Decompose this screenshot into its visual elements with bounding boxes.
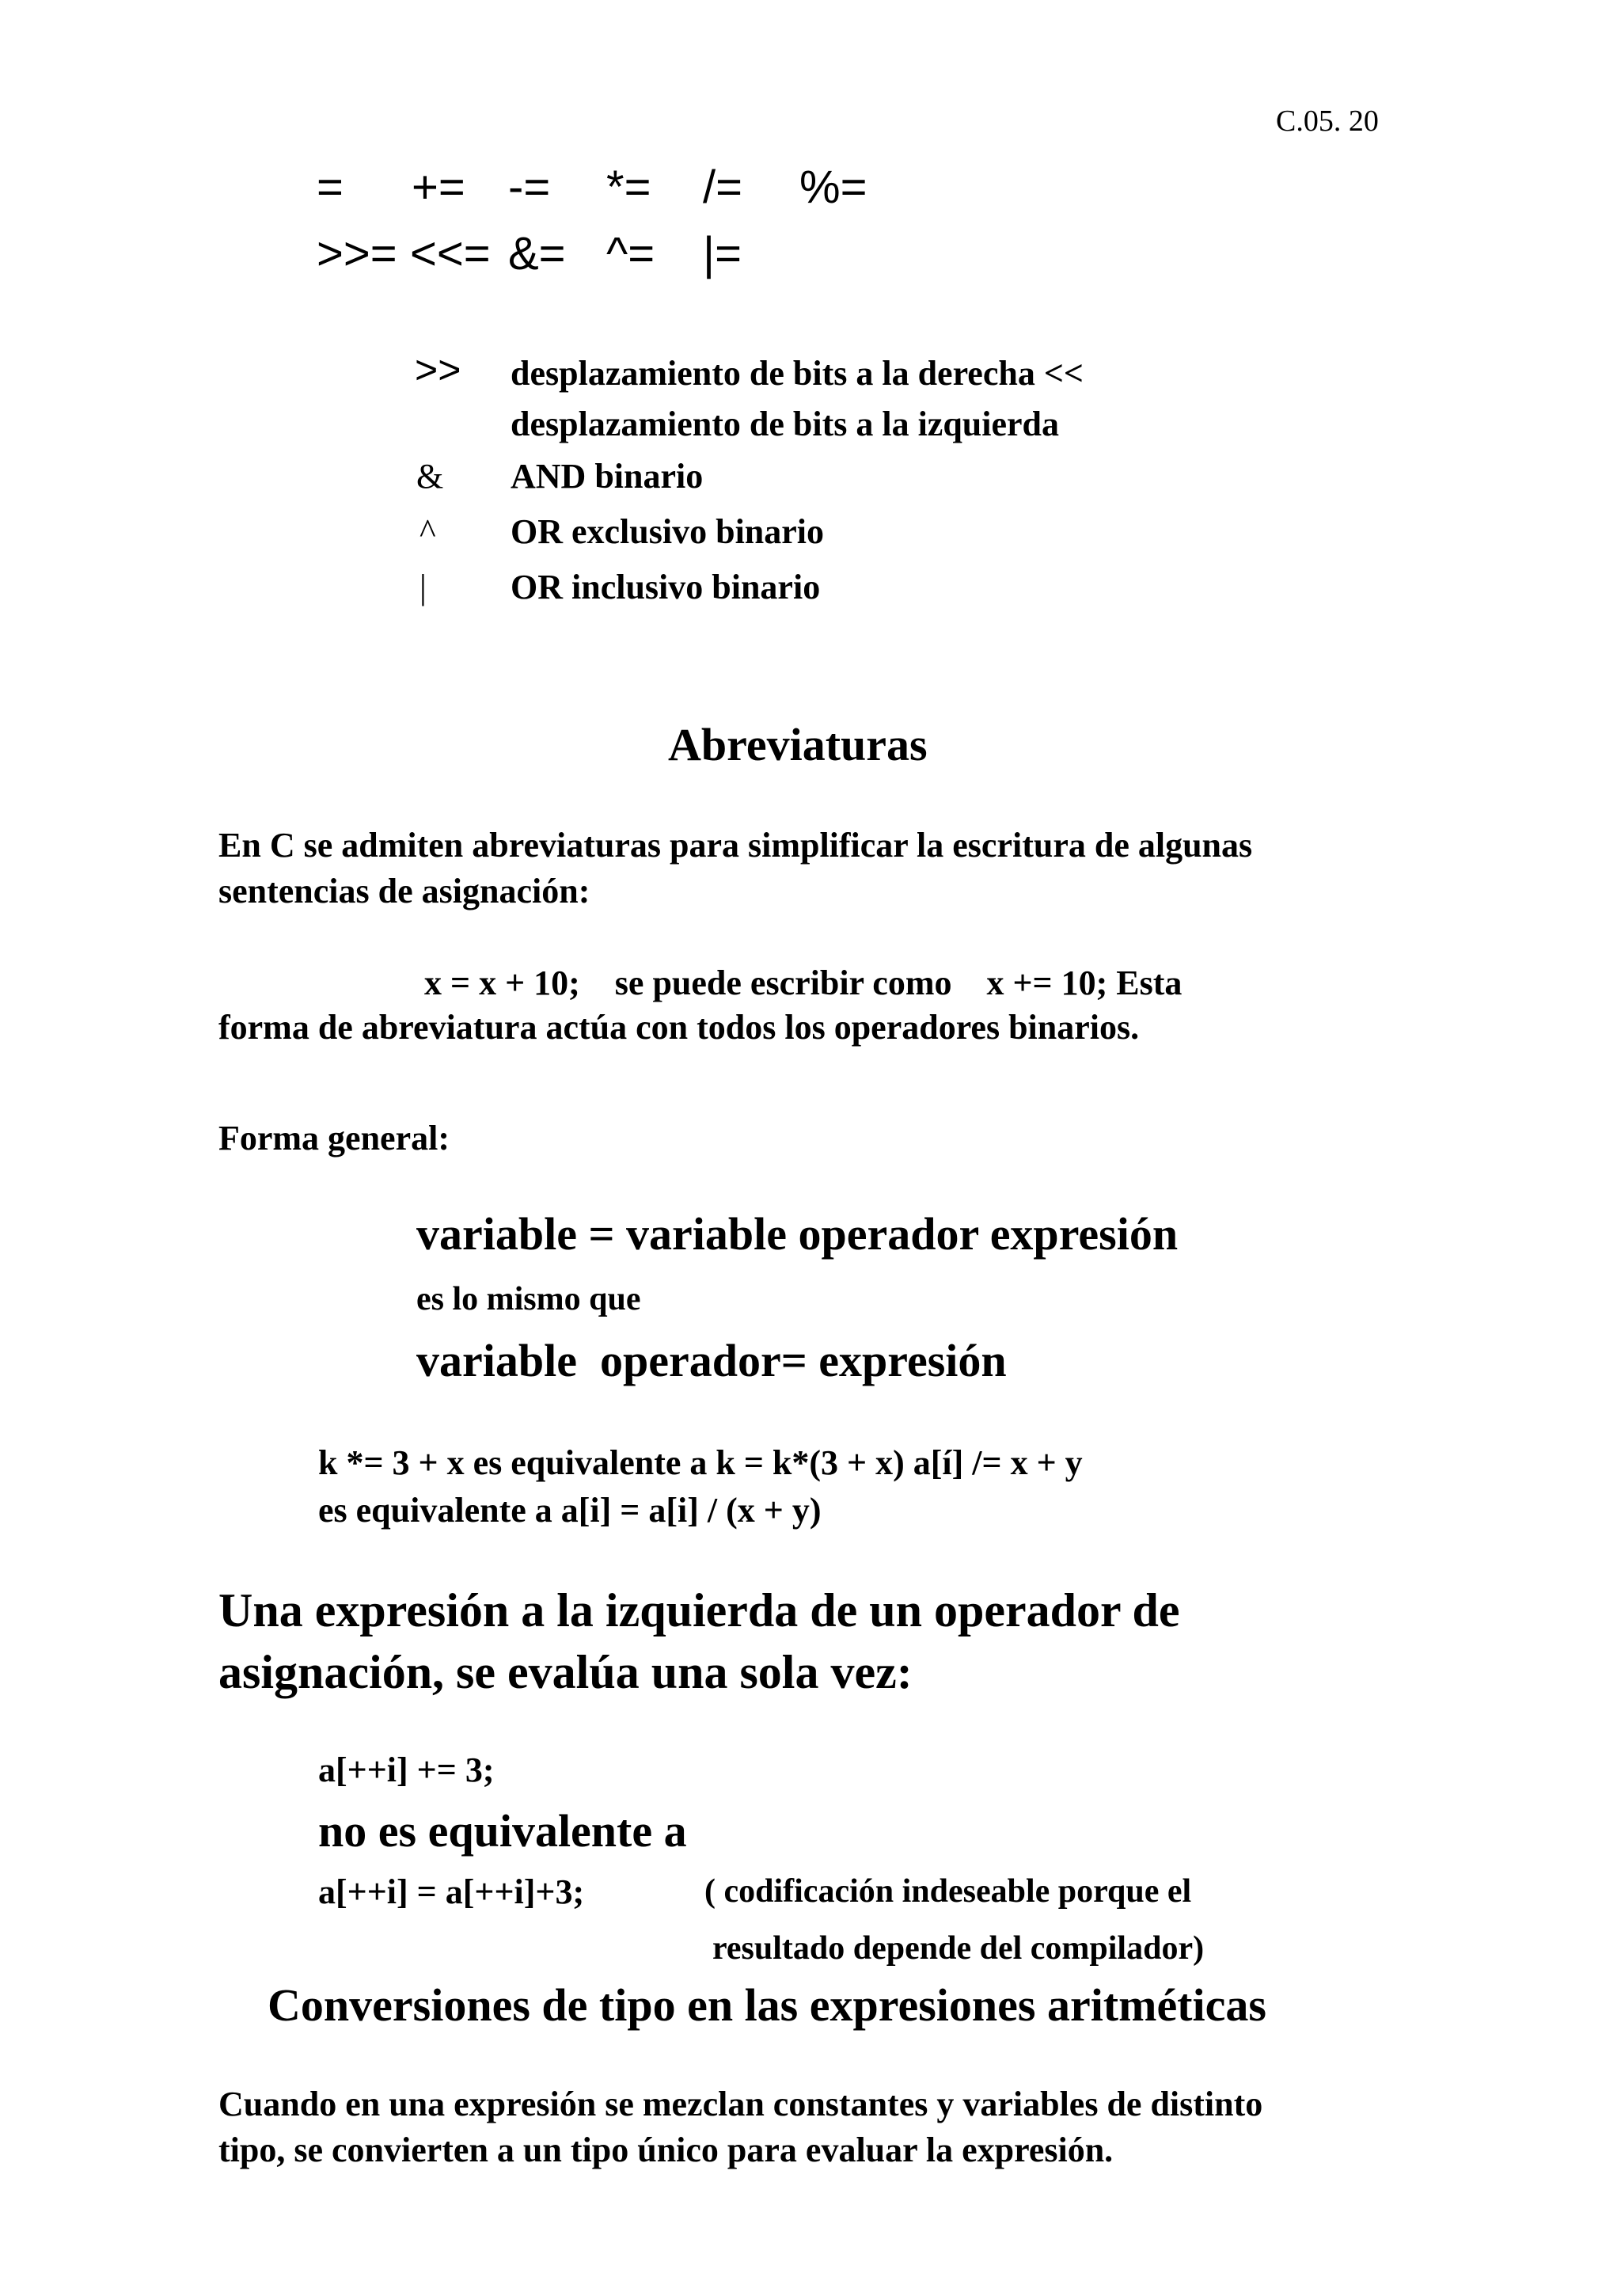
operator-minus-assign: -= (508, 162, 551, 213)
general-form-1: variable = variable operador expresión (416, 1208, 1179, 1260)
shr-symbol: >> (415, 348, 461, 392)
page-number: C.05. 20 (1276, 105, 1379, 138)
intro-line-1: En C se admiten abreviaturas para simplificar la escritura de algunas (218, 826, 1253, 865)
operator-div-assign: /= (703, 162, 742, 213)
general-form-2: variable operador= expresión (416, 1335, 1007, 1386)
example-line-2: forma de abreviatura actúa con todos los operadores binarios. (218, 1008, 1140, 1047)
operator-mod-assign: %= (799, 162, 867, 213)
and-symbol: & (416, 457, 444, 496)
or-symbol: | (419, 568, 427, 606)
and-description: AND binario (511, 457, 704, 496)
operator-shr-assign: >>= (317, 228, 397, 279)
or-description: OR inclusivo binario (511, 568, 821, 606)
operator-or-assign: |= (703, 228, 742, 279)
example-line-1: x = x + 10; se puede escribir como x += 10; Esta (424, 964, 1183, 1002)
intro-line-2: sentencias de asignación: (218, 872, 590, 910)
operator-equals: = (317, 162, 344, 213)
equivalence-line-1: k *= 3 + x es equivalente a k = k*(3 + x) a[í] /= x + y (318, 1443, 1083, 1482)
conversion-line-2: tipo, se convierten a un tipo único para evaluar la expresión. (218, 2131, 1114, 2169)
operator-mul-assign: *= (606, 162, 651, 213)
general-form-label: Forma general: (218, 1119, 450, 1158)
not-equivalent-text: no es equivalente a (318, 1805, 687, 1857)
operator-plus-assign: += (412, 162, 465, 213)
code-example-2: a[++i] = a[++i]+3; (318, 1872, 585, 1911)
operator-xor-assign: ^= (606, 228, 655, 279)
conversion-line-1: Cuando en una expresión se mezclan constantes y variables de distinto (218, 2085, 1263, 2123)
equivalence-line-2: es equivalente a a[i] = a[i] / (x + y) (318, 1491, 822, 1530)
xor-symbol: ^ (419, 512, 436, 551)
code-example-1: a[++i] += 3; (318, 1751, 495, 1789)
same-as-text: es lo mismo que (416, 1281, 641, 1317)
compiler-note-2: resultado depende del compilador) (712, 1930, 1205, 1967)
single-eval-heading-2: asignación, se evalúa una sola vez: (218, 1646, 913, 1698)
single-eval-heading-1: Una expresión a la izquierda de un operador de (218, 1584, 1180, 1636)
section-title-abreviaturas: Abreviaturas (668, 719, 928, 770)
shr-description: desplazamiento de bits a la derecha << (511, 354, 1084, 393)
xor-description: OR exclusivo binario (511, 512, 825, 551)
section-title-conversiones: Conversiones de tipo en las expresiones aritméticas (268, 1979, 1266, 2031)
operator-and-assign: &= (508, 228, 566, 279)
shl-description: desplazamiento de bits a la izquierda (511, 405, 1060, 443)
operator-shl-assign: <<= (410, 228, 491, 279)
compiler-note-1: ( codificación indeseable porque el (704, 1873, 1192, 1910)
